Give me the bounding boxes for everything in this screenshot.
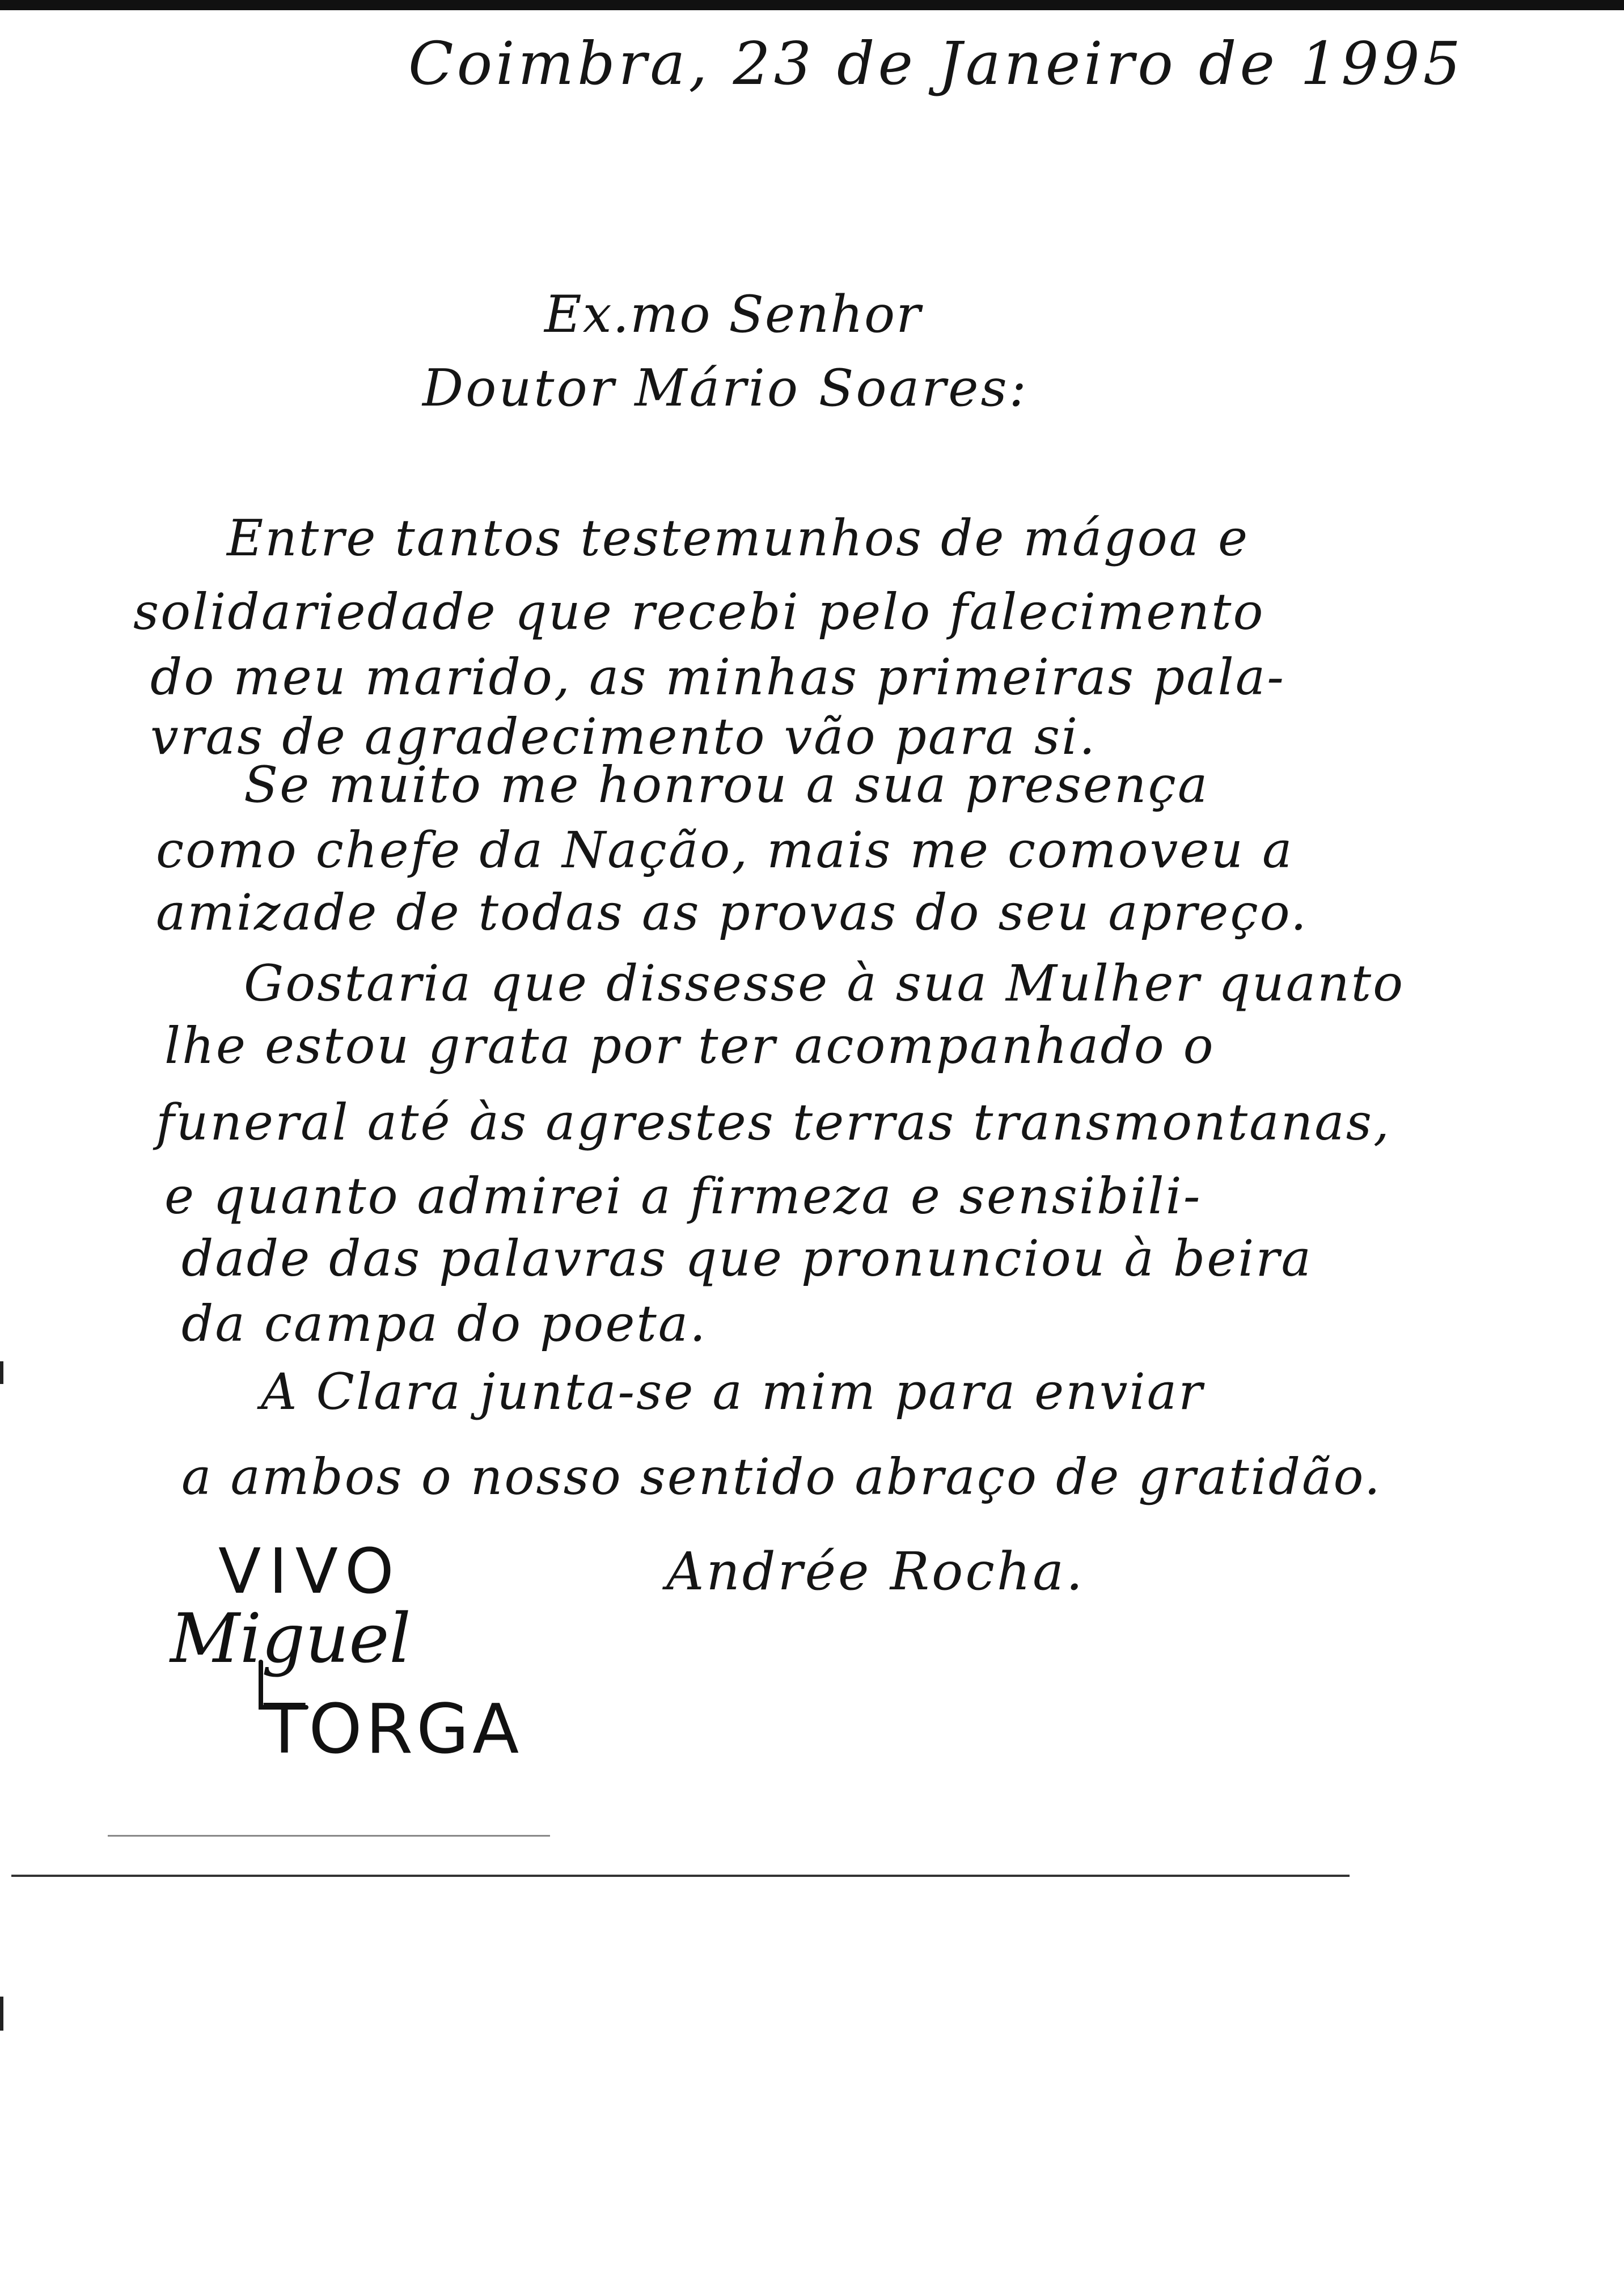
author-signature: Andrée Rocha. bbox=[666, 1541, 1085, 1602]
body-line: amizade de todas as provas do seu apreço. bbox=[156, 883, 1309, 942]
stamp-vivo-text: VIVO bbox=[218, 1535, 402, 1607]
torga-signature-stamp bbox=[164, 1531, 523, 1781]
scan-footer-line bbox=[11, 1875, 1350, 1877]
body-line: como chefe da Nação, mais me comoveu a bbox=[156, 821, 1294, 879]
body-line: vras de agradecimento vão para si. bbox=[150, 707, 1097, 766]
body-line: dade das palavras que pronunciou à beira bbox=[181, 1229, 1313, 1288]
body-line: Entre tantos testemunhos de mágoa e bbox=[227, 509, 1250, 567]
body-line: funeral até às agrestes terras transmontanas, bbox=[156, 1093, 1391, 1151]
body-line: a ambos o nosso sentido abraço de gratidão. bbox=[181, 1448, 1382, 1506]
body-line: A Clara junta-se a mim para enviar bbox=[261, 1362, 1204, 1421]
salutation-name: Doutor Mário Soares: bbox=[422, 358, 1029, 418]
scan-edge-mark bbox=[0, 1997, 3, 2031]
scan-top-border bbox=[0, 0, 1624, 10]
salutation-title: Ex.mo Senhor bbox=[544, 285, 922, 344]
scan-edge-mark bbox=[0, 1361, 3, 1384]
stamp-miguel-text: Miguel bbox=[170, 1600, 411, 1678]
scan-footer-line bbox=[108, 1835, 550, 1837]
body-line: Se muito me honrou a sua presença bbox=[244, 756, 1209, 814]
letter-date: Coimbra, 23 de Janeiro de 1995 bbox=[408, 29, 1464, 98]
body-line: do meu marido, as minhas primeiras pala- bbox=[150, 648, 1285, 706]
body-line: da campa do poeta. bbox=[181, 1294, 708, 1353]
body-line: e quanto admirei a firmeza e sensibili- bbox=[164, 1167, 1202, 1225]
body-line: Gostaria que dissesse à sua Mulher quanto bbox=[244, 954, 1405, 1012]
stamp-torga-text: TORGA bbox=[264, 1690, 523, 1769]
body-line: lhe estou grata por ter acompanhado o bbox=[164, 1016, 1215, 1075]
body-line: solidariedade que recebi pelo falecimento bbox=[133, 583, 1265, 641]
